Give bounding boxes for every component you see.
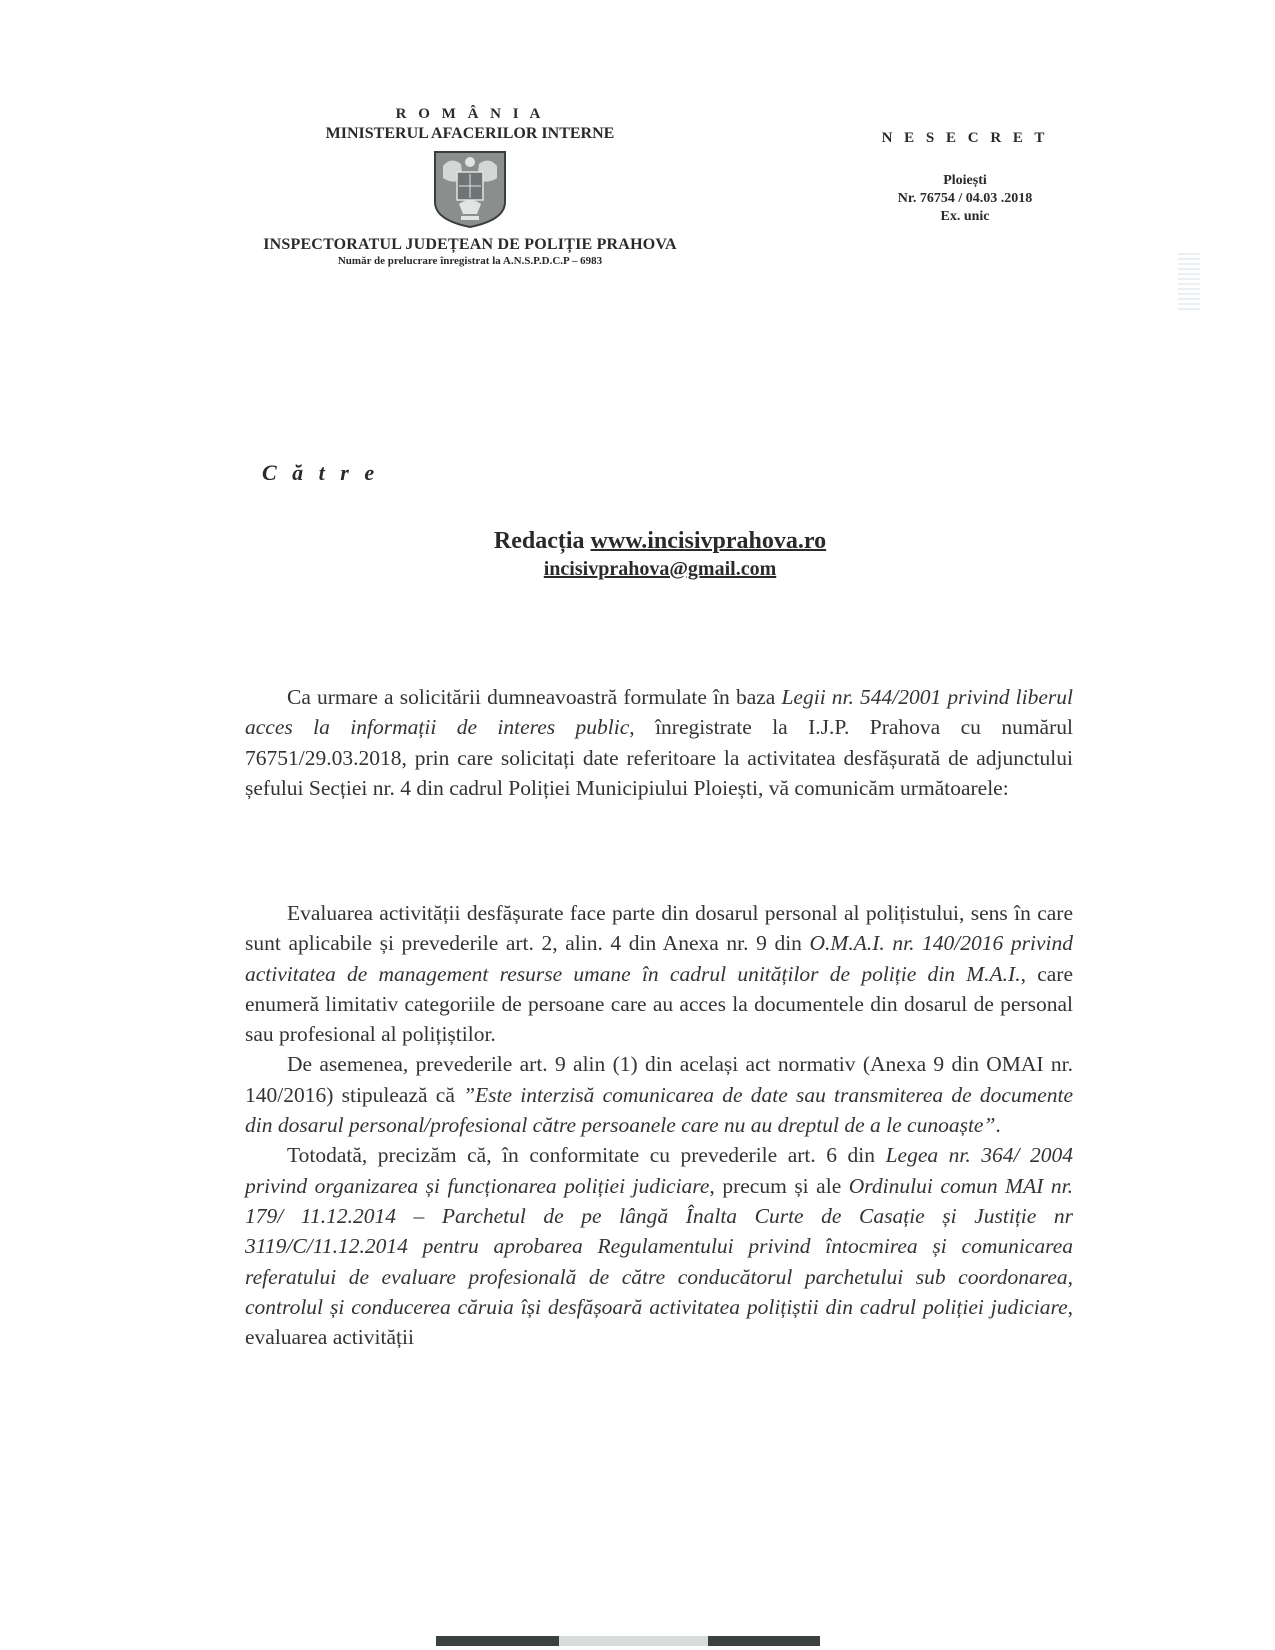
- italic-citation: O.M.A.I. nr. 140/2016 privind activitatea de management resurse umane în cadrul unităților de poliție din M.A.I.: [245, 931, 1073, 986]
- coat-of-arms-icon: [433, 150, 507, 228]
- scan-artifact: [1178, 250, 1200, 310]
- text-run: Ca urmare a solicitării dumneavoastră formulate în baza: [287, 685, 782, 709]
- italic-citation: Legea nr. 364/ 2004 privind organizarea și funcționarea poliției judiciare: [245, 1143, 1073, 1198]
- text-run: , înregistrate la I.J.P. Prahova cu numărul 76751/29.03.2018, prin care solicitați date referitoare la activitatea desfășurată de adjunctului șefului Secției nr. 4 din cadrul Poliției Municipiului Ploiești, vă comunicăm următoarele:: [245, 715, 1073, 800]
- country-name: R O M Â N I A: [395, 106, 545, 122]
- text-run: , precum și ale: [709, 1173, 849, 1198]
- footer-bar-segment: [559, 1636, 708, 1646]
- recipient-prefix: Redacția: [493, 528, 591, 554]
- italic-citation: ”Este interzisă comunicarea de date sau transmiterea de documente din dosarul personal/profesional către persoanele care nu au dreptul de a le cunoaște”: [245, 1082, 1073, 1138]
- body-paragraph-3: [245, 1049, 1073, 1140]
- recipient-block: [380, 526, 940, 582]
- classification-label: N E S E C R E T: [881, 130, 1049, 146]
- city-label: Ploiești: [943, 173, 987, 188]
- recipient-name: [380, 526, 940, 556]
- to-label: C ă t r e: [262, 460, 380, 485]
- institution-name: INSPECTORATUL JUDEȚEAN DE POLIȚIE PRAHOVA: [263, 236, 677, 253]
- document-meta: [850, 128, 1080, 226]
- body-paragraphs: [245, 898, 1073, 1352]
- text-run: .: [995, 1113, 1001, 1138]
- recipient-website-link[interactable]: www.incisivprahova.ro: [590, 528, 827, 554]
- footer-bar-segment: [436, 1636, 559, 1646]
- text-run: , care enumeră limitativ categoriile de persoane care au acces la documentele din dosarul de personal sau profesional al polițiștilor.: [245, 961, 1073, 1047]
- registration-number: Număr de prelucrare înregistrat la A.N.S.P.D.C.P – 6983: [337, 255, 603, 267]
- footer-bar-segment: [708, 1636, 820, 1646]
- body-paragraph-1: [245, 682, 1073, 803]
- copy-label: Ex. unic: [940, 209, 990, 224]
- text-run: Totodată, precizăm că, în conformitate cu prevederile art. 6 din: [287, 1143, 886, 1168]
- italic-citation: Ordinului comun MAI nr. 179/ 11.12.2014 – Parchetul de pe lângă Înalta Curte de Casație și Justiție nr 3119/C/11.12.2014 pentru aprobarea Regulamentului privind întocmirea și comunicarea referatului de evaluare profesională de către conducătorul parchetului sub coordonarea, controlul și conducerea căruia își desfășoară activitatea polițiștii din cadrul poliției judiciare: [245, 1173, 1074, 1319]
- body-paragraph-4: [245, 1140, 1073, 1352]
- recipient-email-link[interactable]: incisivprahova@gmail.com: [543, 558, 777, 580]
- text-run: , evaluarea activității: [245, 1294, 1073, 1350]
- page-footer-bar: [436, 1636, 820, 1646]
- letterhead: [200, 104, 740, 268]
- text-run: Evaluarea activității desfășurate face parte din dosarul personal al polițistului, sens în care sunt aplicabile și prevederile art. 2, alin. 4 din Anexa nr. 9 din: [245, 901, 1073, 956]
- italic-citation: Legii nr. 544/2001 privind liberul acces la informații de interes public: [245, 685, 1074, 740]
- text-run: De asemenea, prevederile art. 9 alin (1) din același act normativ (Anexa 9 din OMAI nr. 140/2016) stipulează că: [245, 1052, 1073, 1107]
- body-paragraph-2: [245, 898, 1073, 1049]
- ministry-name: MINISTERUL AFACERILOR INTERNE: [325, 125, 615, 142]
- document-number: Nr. 76754 / 04.03 .2018: [897, 191, 1033, 206]
